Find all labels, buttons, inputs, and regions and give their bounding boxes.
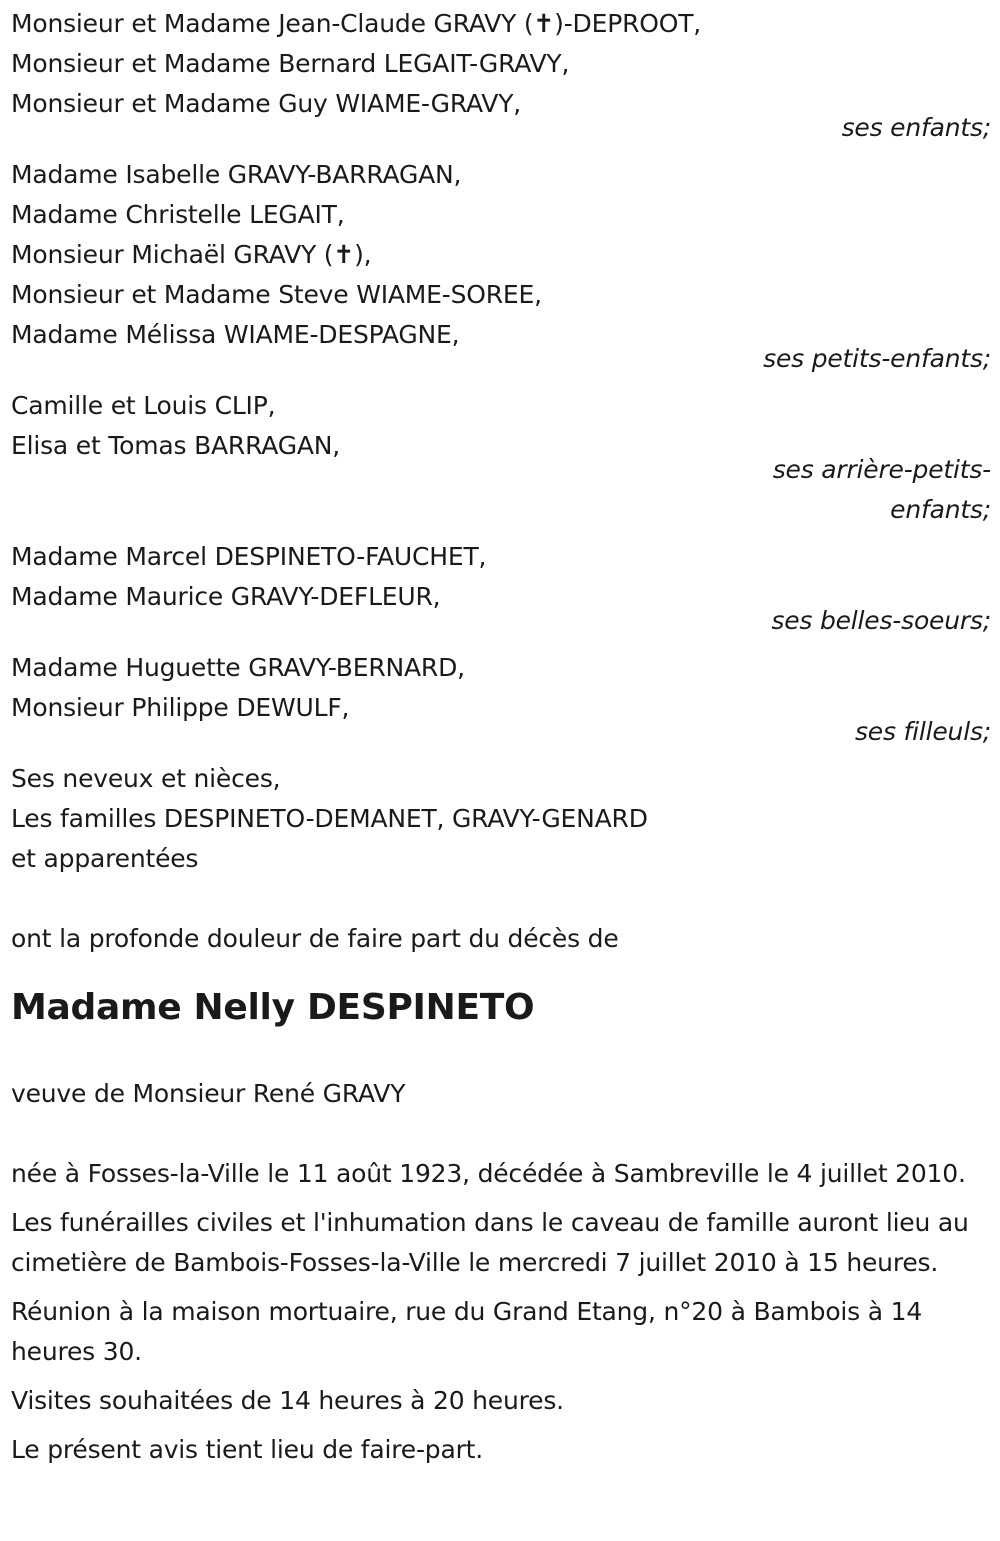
family-member-line: Monsieur et Madame Bernard LEGAIT-GRAVY, [11,49,570,78]
family-member-line: Elisa et Tomas BARRAGAN, [11,431,341,460]
birth-death-paragraph: née à Fosses-la-Ville le 11 août 1923, décédée à Sambreville le 4 juillet 2010. [11,1159,966,1188]
announcement-text: ont la profonde douleur de faire part du décès de [11,924,619,953]
group-sisters-in-law [11,537,991,641]
family-member-line: Camille et Louis CLIP, [11,391,276,420]
deceased-name: Madame Nelly DESPINETO [11,987,535,1028]
widow-of-text: veuve de Monsieur René GRAVY [11,1079,406,1108]
group-godchildren [11,648,991,752]
relation-label: ses filleuls; [854,717,991,746]
family-member-line: Les familles DESPINETO-DEMANET, GRAVY-GENARD [11,804,648,833]
family-member-line: Madame Huguette GRAVY-BERNARD, [11,653,465,682]
family-member-line: Monsieur Philippe DEWULF, [11,693,350,722]
notice-paragraph: Le présent avis tient lieu de faire-part. [11,1435,484,1464]
family-member-line: Monsieur et Madame Steve WIAME-SOREE, [11,280,542,309]
family-member-line: Monsieur et Madame Guy WIAME-GRAVY, [11,89,522,118]
obituary-notice [11,4,991,1479]
relation-label: ses enfants; [841,113,991,142]
extended-family [11,759,991,879]
relation-label: ses petits-enfants; [763,344,991,373]
relation-label: ses arrière-petits- [772,455,991,484]
family-member-line: Madame Maurice GRAVY-DEFLEUR, [11,582,441,611]
family-member-line: et apparentées [11,844,199,873]
meeting-paragraph: Réunion à la maison mortuaire, rue du Grand Etang, n°20 à Bambois à 14 heures 30. [11,1297,923,1366]
family-member-line: Madame Isabelle GRAVY-BARRAGAN, [11,160,462,189]
family-member-line: Madame Christelle LEGAIT, [11,200,345,229]
funeral-paragraph: Les funérailles civiles et l'inhumation dans le caveau de famille auront lieu au cimetière de Bambois-Fosses-la-Ville le mercredi 7 juillet 2010 à 15 heures. [11,1208,969,1277]
visits-paragraph: Visites souhaitées de 14 heures à 20 heures. [11,1386,564,1415]
relation-label: ses belles-soeurs; [771,606,991,635]
family-member-line: Monsieur et Madame Jean-Claude GRAVY (✝)-DEPROOT, [11,9,702,38]
family-member-line: Ses neveux et nièces, [11,764,281,793]
family-member-line: Madame Mélissa WIAME-DESPAGNE, [11,320,460,349]
group-children [11,4,991,148]
relation-label: enfants; [890,495,991,524]
group-grandchildren [11,155,991,379]
family-member-line: Monsieur Michaël GRAVY (✝), [11,240,372,269]
family-member-line: Madame Marcel DESPINETO-FAUCHET, [11,542,487,571]
group-great-grandchildren [11,386,991,530]
